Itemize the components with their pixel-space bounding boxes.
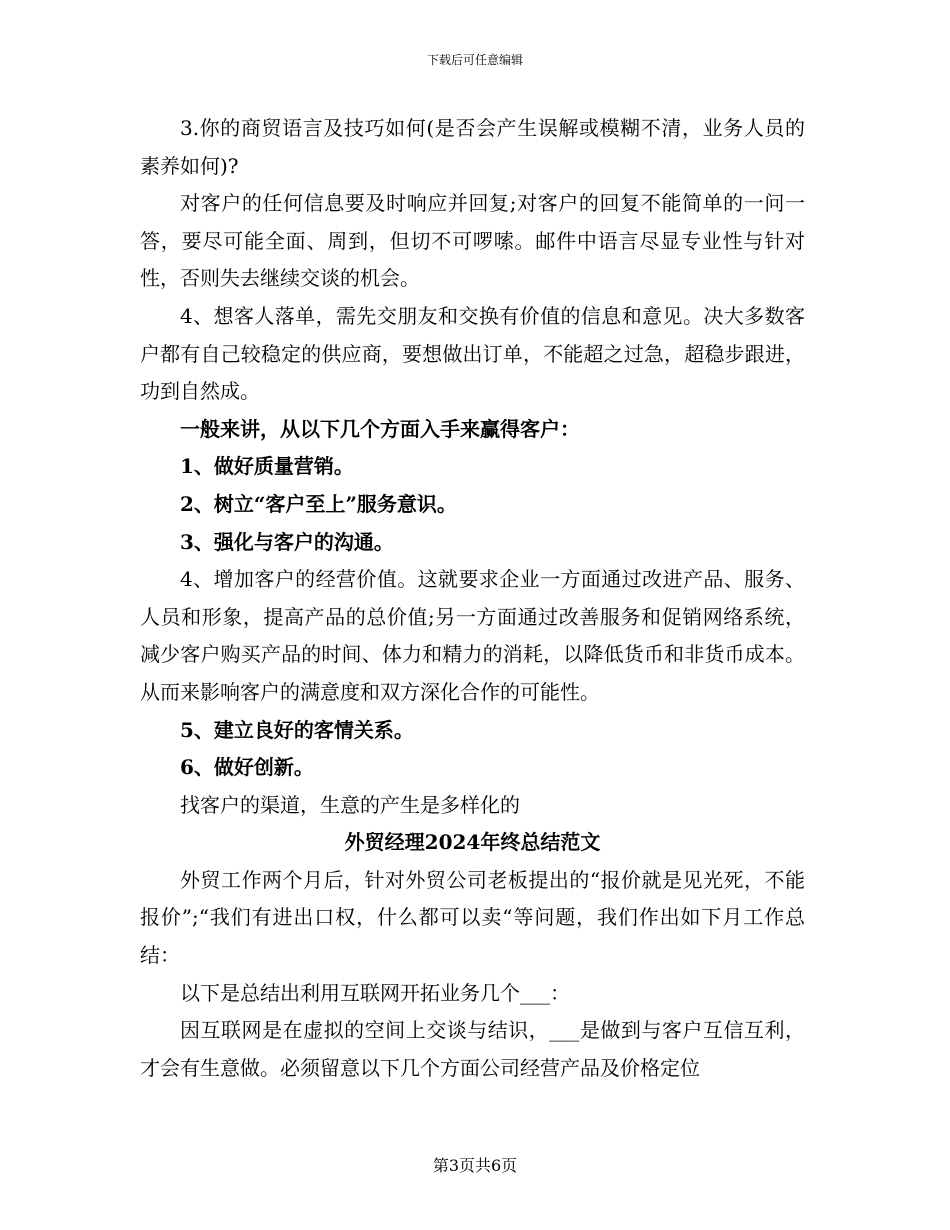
paragraph-summary-3: 因互联网是在虚拟的空间上交谈与结识，___是做到与客户互信互利，才会有生意做。必须留意以下几个方面公司经营产品及价格定位 [140,1018,805,1080]
paragraph-1: 3.你的商贸语言及技巧如何(是否会产生误解或模糊不清，业务人员的素养如何)? [140,116,805,178]
bold-item-3: 3、强化与客户的沟通。 [180,529,394,554]
paragraph-item-4: 4、增加客户的经营价值。这就要求企业一方面通过改进产品、服务、人员和形象，提高产品的总价值;另一方面通过改善服务和促销网络系统，减少客户购买产品的时间、体力和精力的消耗，以降低货币和非货币成本。从而来影响客户的满意度和双方深化合作的可能性。 [140,567,805,704]
paragraph-summary-2: 以下是总结出利用互联网开拓业务几个___： [180,980,570,1005]
bold-item-5: 5、建立良好的客情关系。 [180,717,414,742]
paragraph-3: 4、想客人落单，需先交朋友和交换有价值的信息和意见。决大多数客户都有自己较稳定的供应商，要想做出订单，不能超之过急，超稳步跟进，功到自然成。 [140,303,805,404]
bold-heading-win-customers: 一般来讲，从以下几个方面入手来赢得客户： [180,416,580,441]
bold-item-1: 1、做好质量营销。 [180,454,354,479]
document-body [140,110,805,1087]
paragraph-channels: 找客户的渠道，生意的产生是多样化的 [180,792,520,817]
paragraph-2: 对客户的任何信息要及时响应并回复;对客户的回复不能简单的一问一答，要尽可能全面、周到，但切不可啰嗦。邮件中语言尽显专业性与针对性，否则失去继续交谈的机会。 [140,191,805,291]
page-footer: 第3页共6页 [432,1156,518,1175]
section-title: 外贸经理2024年终总结范文 [344,830,601,855]
page-header: 下载后可任意编辑 [426,53,523,67]
bold-item-2: 2、树立“客户至上”服务意识。 [180,491,457,516]
paragraph-summary-1: 外贸工作两个月后，针对外贸公司老板提出的“报价就是见光死，不能报价”;“我们有进出口权，什么都可以卖“等问题，我们作出如下月工作总结： [140,867,805,968]
bold-item-6: 6、做好创新。 [180,755,314,780]
